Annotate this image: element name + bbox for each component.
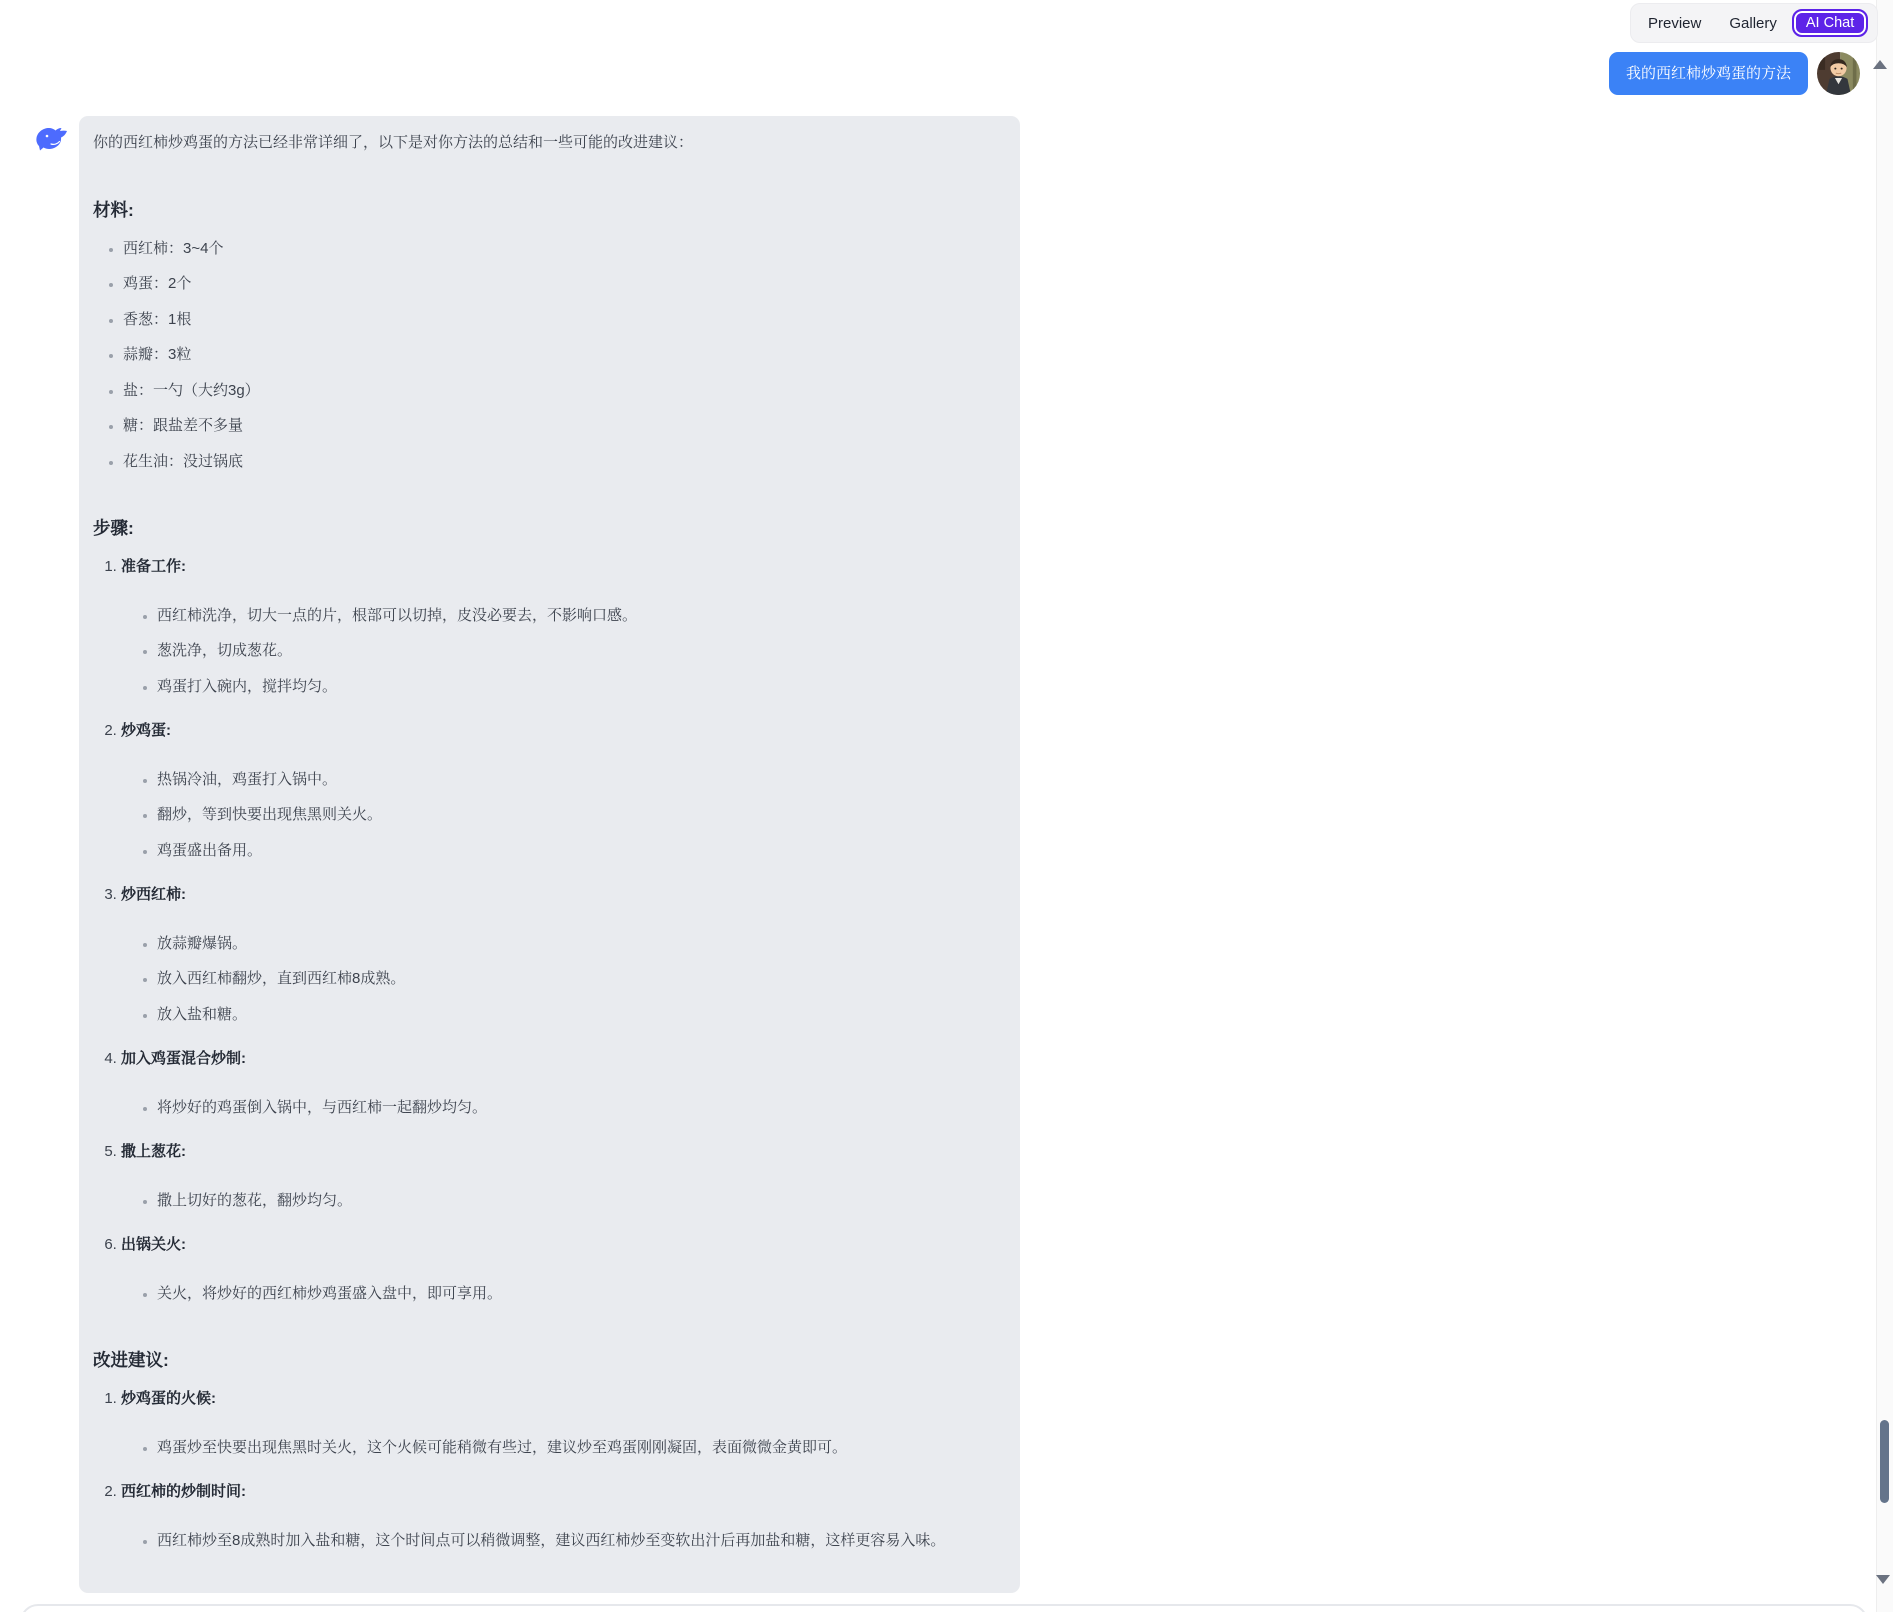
deepseek-whale-icon xyxy=(36,126,68,154)
step-sublist xyxy=(121,605,992,698)
list-item: • 香葱：1根 xyxy=(123,309,992,331)
assistant-message-sections xyxy=(93,198,992,1552)
step-sublist xyxy=(121,1190,992,1212)
section-heading: 改进建议: xyxy=(93,1350,169,1370)
sub-item: • 鸡蛋打入碗内，搅拌均匀。 xyxy=(157,676,992,698)
step-label: 准备工作: xyxy=(121,558,186,575)
step-item xyxy=(121,720,992,861)
step-list xyxy=(93,556,992,1304)
step-label: 炒鸡蛋: xyxy=(121,722,171,739)
sub-item: • 撒上切好的葱花，翻炒均匀。 xyxy=(157,1190,992,1212)
step-item xyxy=(121,1048,992,1118)
step-sublist xyxy=(121,933,992,1026)
list-item: • 蒜瓣：3粒 xyxy=(123,344,992,366)
step-item xyxy=(121,1234,992,1304)
section-heading: 步骤: xyxy=(93,518,134,538)
step-label: 炒鸡蛋的火候: xyxy=(121,1390,216,1407)
step-label: 撒上葱花: xyxy=(121,1143,186,1160)
step-label: 炒西红柿: xyxy=(121,886,186,903)
tab-preview[interactable]: Preview xyxy=(1648,14,1702,32)
ingredient-list xyxy=(93,238,992,473)
sub-item: • 西红柿洗净，切大一点的片，根部可以切掉，皮没必要去，不影响口感。 xyxy=(157,605,992,627)
step-item xyxy=(121,1481,992,1551)
user-message-row xyxy=(1609,52,1860,95)
step-label: 加入鸡蛋混合炒制: xyxy=(121,1050,246,1067)
user-avatar-illustration xyxy=(1817,52,1860,95)
sub-item: • 放蒜瓣爆锅。 xyxy=(157,933,992,955)
assistant-intro-text: 你的西红柿炒鸡蛋的方法已经非常详细了，以下是对你方法的总结和一些可能的改进建议： xyxy=(93,134,694,151)
step-item xyxy=(121,556,992,697)
user-message-bubble: 我的西红柿炒鸡蛋的方法 xyxy=(1609,52,1808,95)
step-list xyxy=(93,1388,992,1551)
avatar xyxy=(1817,52,1860,95)
step-item xyxy=(121,1388,992,1458)
step-sublist xyxy=(121,1097,992,1119)
tab-gallery[interactable]: Gallery xyxy=(1729,14,1777,32)
scroll-down-icon[interactable] xyxy=(1876,1575,1890,1584)
list-item: • 鸡蛋：2个 xyxy=(123,273,992,295)
sub-item: • 鸡蛋盛出备用。 xyxy=(157,840,992,862)
sub-item: • 西红柿炒至8成熟时加入盐和糖，这个时间点可以稍微调整，建议西红柿炒至变软出汁后再加盐和糖，这样更容易入味。 xyxy=(157,1530,992,1552)
list-item: • 西红柿：3~4个 xyxy=(123,238,992,260)
step-sublist xyxy=(121,769,992,862)
sub-item: • 关火，将炒好的西红柿炒鸡蛋盛入盘中，即可享用。 xyxy=(157,1283,992,1305)
step-sublist xyxy=(121,1437,992,1459)
sub-item: • 翻炒，等到快要出现焦黑则关火。 xyxy=(157,804,992,826)
sub-item: • 将炒好的鸡蛋倒入锅中，与西红柿一起翻炒均匀。 xyxy=(157,1097,992,1119)
step-item xyxy=(121,1141,992,1211)
assistant-message-row xyxy=(36,116,1020,1593)
chat-input[interactable] xyxy=(20,1604,1868,1612)
sub-item: • 放入盐和糖。 xyxy=(157,1004,992,1026)
view-tabbar xyxy=(1630,3,1878,43)
scrollbar-track[interactable] xyxy=(1876,0,1893,1612)
list-item: • 花生油：没过锅底 xyxy=(123,451,992,473)
whale-logo-glyph xyxy=(36,126,68,154)
sub-item: • 放入西红柿翻炒，直到西红柿8成熟。 xyxy=(157,968,992,990)
sub-item: • 鸡蛋炒至快要出现焦黑时关火，这个火候可能稍微有些过，建议炒至鸡蛋刚刚凝固，表面微微金黄即可。 xyxy=(157,1437,992,1459)
tab-ai-chat[interactable]: AI Chat xyxy=(1792,9,1868,37)
sub-item: • 葱洗净，切成葱花。 xyxy=(157,640,992,662)
scroll-up-icon[interactable] xyxy=(1873,60,1887,69)
list-item: • 糖：跟盐差不多量 xyxy=(123,415,992,437)
step-sublist xyxy=(121,1530,992,1552)
list-item: • 盐：一勺（大约3g） xyxy=(123,380,992,402)
assistant-message-bubble xyxy=(79,116,1020,1593)
step-item xyxy=(121,884,992,1025)
scrollbar-thumb[interactable] xyxy=(1880,1420,1889,1503)
step-label: 西红柿的炒制时间: xyxy=(121,1483,246,1500)
step-label: 出锅关火: xyxy=(121,1236,186,1253)
sub-item: • 热锅冷油，鸡蛋打入锅中。 xyxy=(157,769,992,791)
section-heading: 材料: xyxy=(93,199,134,220)
step-sublist xyxy=(121,1283,992,1305)
